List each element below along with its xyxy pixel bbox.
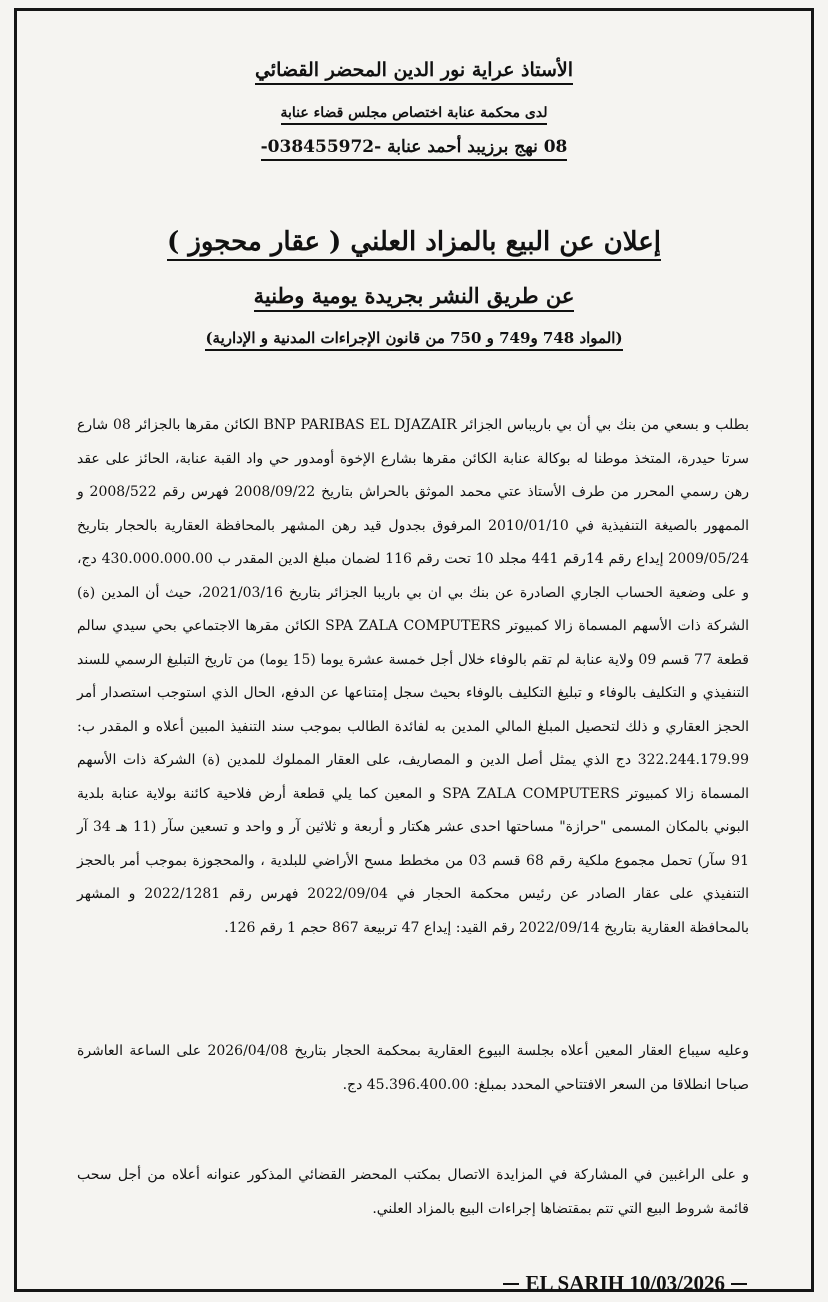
announcement-title: إعلان عن البيع بالمزاد العلني ( عقار محجوز )	[17, 227, 811, 261]
bailiff-name: الأستاذ عراية نور الدين المحضر القضائي	[17, 59, 811, 85]
office-address: 08 نهج برزيبد أحمد عنابة -038455972-	[17, 137, 811, 161]
publication-footer	[497, 1271, 753, 1296]
participation-paragraph: و على الراغبين في المشاركة في المزايدة الاتصال بمكتب المحضر القضائي المذكور عنوانه أعلاه من أجل سحب قائمة شروط البيع التي تتم بمقتضاها إجراءات البيع بالمزاد العلني.	[77, 1167, 749, 1217]
court-jurisdiction: لدى محكمة عنابة اختصاص مجلس قضاء عنابة	[17, 105, 811, 125]
sale-date-paragraph: وعليه سيباع العقار المعين أعلاه بجلسة البيوع العقارية بمحكمة الحجار بتاريخ 2026/04/08 على الساعة العاشرة صباحا انطلاقا من السعر الافتتاحي المحدد بمبلغ: 45.396.400.00 دج.	[77, 1043, 749, 1093]
footer-rule-right	[731, 1283, 747, 1285]
announcement-frame	[14, 8, 814, 1295]
footer-rule-left	[503, 1283, 519, 1285]
main-paragraph: بطلب و بسعي من بنك بي أن بي باريباس الجزائر BNP PARIBAS EL DJAZAIR الكائن مقرها بالجزائر 08 شارع سرتا حيدرة، المتخذ موطنا له بوكالة عنابة الكائن مقرها بشارع الإخوة أومدور حي واد القبة عنابة، الحائز على عقد رهن رسمي المحرر من طرف الأستاذ عتي محمد الموثق بالحراش بتاريخ 2008/09/22 فهرس رقم 2008/522 و الممهور بالصيغة التنفيذية في 2010/01/10 المرفوق بجدول قيد رهن المشهر بالمحافظة العقارية بالحجار بتاريخ 2009/05/24 إيداع رقم 14رقم 441 مجلد 10 تحت رقم 116 لضمان مبلغ الدين المقدر ب 430.000.000.00 دج، و على وضعية الحساب الجاري الصادرة عن بنك بي ان بي باريبا الجزائر بتاريخ 2021/03/16، حيث أن المدين (ة) الشركة ذات الأسهم المسماة زالا كمبيوتر SPA ZALA COMPUTERS الكائن مقرها الاجتماعي بحي سيدي سالم قطعة 77 قسم 09 ولاية عنابة لم تقم بالوفاء خلال أجل خمسة عشرة يوما (15 يوما) من تاريخ التبليغ الرسمي للسند التنفيذي و التكليف بالوفاء و تبليغ التكليف بالوفاء بحيث سجل إمتناعها عن الدفع، الحال الذي استوجب استصدار أمر الحجز العقاري و ذلك لتحصيل المبلغ المالي المدين به لفائدة الطالب بموجب سند التنفيذ المبين أعلاه و المقدر ب: 322.244.179.99 دج الذي يمثل أصل الدين و المصاريف، على العقار المملوك للمدين (ة) الشركة ذات الأسهم المسماة زالا كمبيوتر SPA ZALA COMPUTERS و المعين كما يلي قطعة أرض فلاحية كائنة بولاية عنابة بلدية البوني بالمكان المسمى "حرازة" مساحتها احدى عشر هكتار و أربعة و ثلاثين آر و واحد و تسعين سآر (11 هـ 34 آر 91 سآر) تحمل مجموع ملكية رقم 68 قسم 03 من مخطط مسح الأراضي للبلدية ، والمحجوزة بموجب أمر بالحجز التنفيذي على عقار الصادر عن رئيس محكمة الحجار في 2022/09/04 فهرس رقم 2022/1281 و المشهر بالمحافظة العقارية بتاريخ 2022/09/14 رقم القيد: إيداع 47 تربيعة 867 حجم 1 رقم 126.	[77, 417, 750, 936]
newspaper-date: EL SARIH 10/03/2026	[525, 1271, 725, 1295]
announcement-subtitle: عن طريق النشر بجريدة يومية وطنية	[17, 283, 811, 312]
legal-articles: (المواد 748 و749 و 750 من قانون الإجراءات المدنية و الإدارية)	[17, 329, 811, 351]
